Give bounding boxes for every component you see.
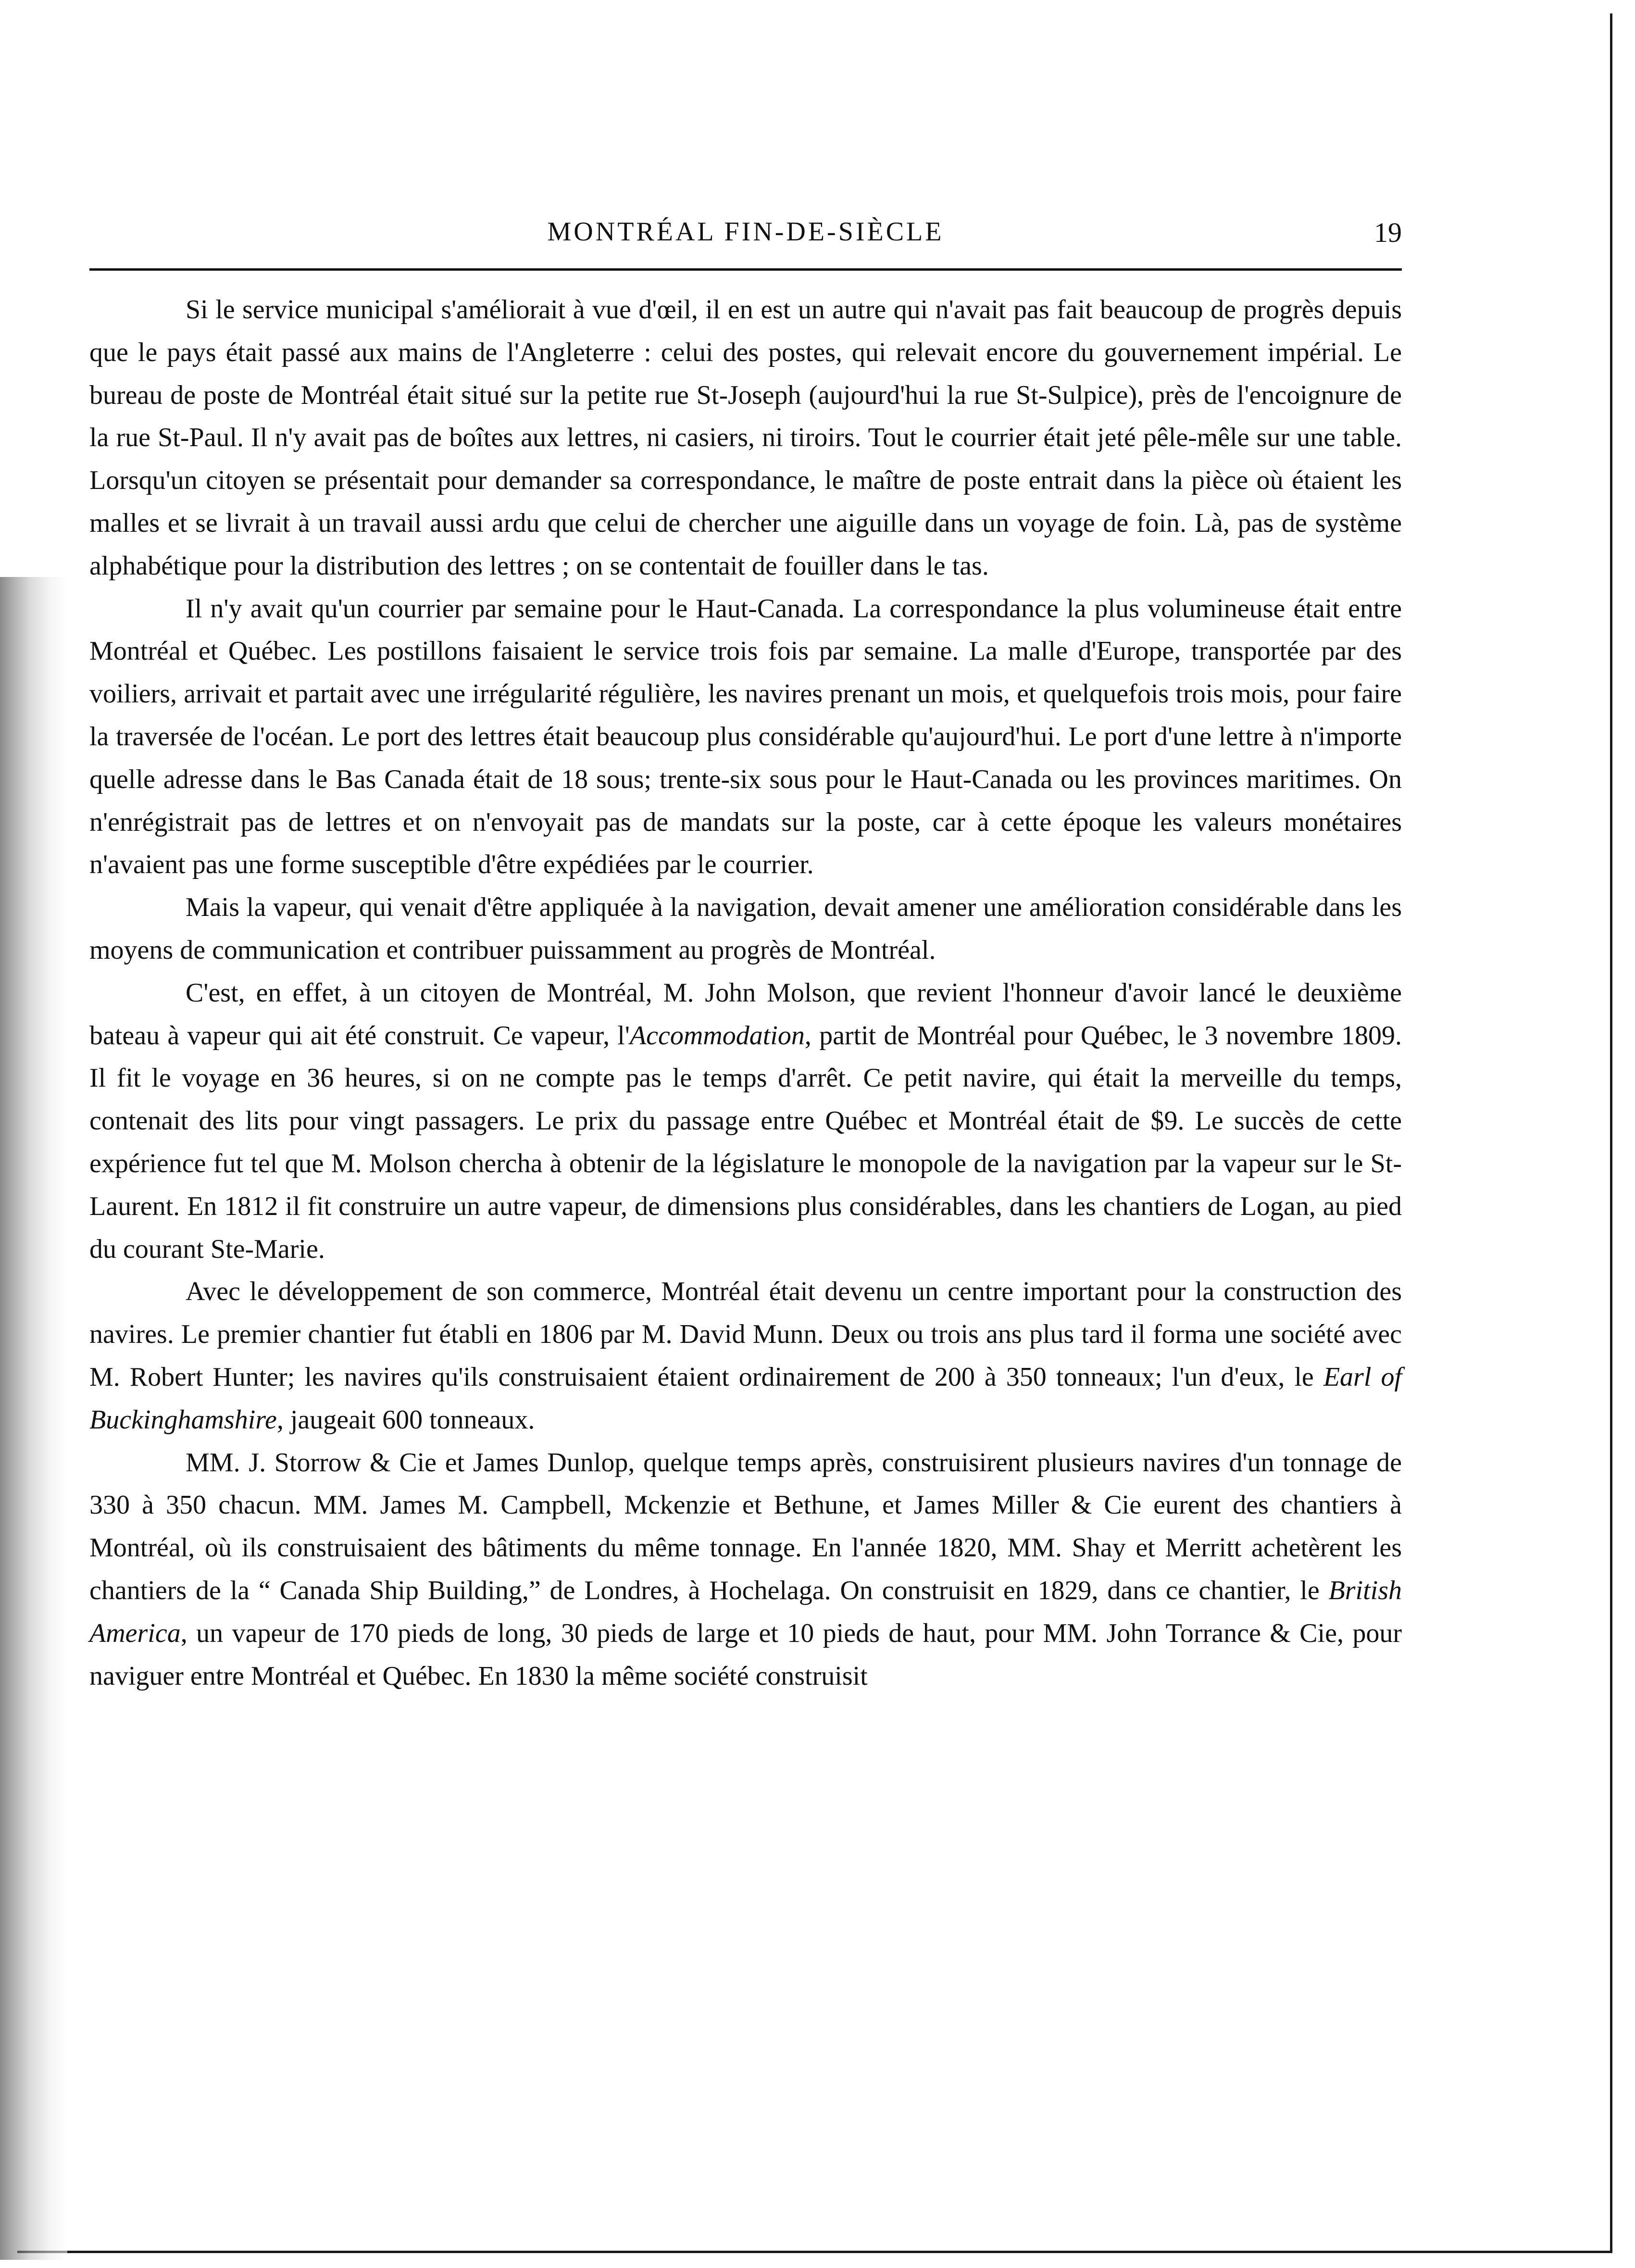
paragraph-text: Il n'y avait qu'un courrier par semaine pour le Haut-Canada. La correspondance la plus volumineuse était entre Montréal et Québec. Les postillons faisaient le service trois fois par semaine. La malle d'Europe, transportée par des voiliers, arrivait et partait avec une irrégularité régulière, les navires prenant un mois, et quelquefois trois mois, pour faire la traversée de l'océan. Le port des lettres était beaucoup plus considérable qu'aujourd'hui. Le port d'une lettre à n'importe quelle adresse dans le Bas Canada était de 18 sous; trente-six sous pour le Haut-Canada ou les provinces maritimes. On n'enrégistrait pas de lettres et on n'envoyait pas de mandats sur la poste, car à cette époque les valeurs monétaires n'avaient pas une forme susceptible d'être expédiées par le courrier. [89,593,1402,880]
paragraph-mail-frequency [89,588,1402,887]
running-title: MONTRÉAL FIN-DE-SIÈCLE [547,217,944,247]
body-text [89,288,1402,1697]
paragraph-text: , un vapeur de 170 pieds de long, 30 pieds de large et 10 pieds de haut, pour MM. John Torrance & Cie, pour naviguer entre Montréal et Québec. En 1830 la même société construisit [89,1618,1402,1691]
paragraph-text: Avec le développement de son commerce, Montréal était devenu un centre important pour la construction des navires. Le premier chantier fut établi en 1806 par M. David Munn. Deux ou trois ans plus tard il forma une société avec M. Robert Hunter; les navires qu'ils construisaient étaient ordinairement de 200 à 350 tonneaux; l'un d'eux, le [89,1277,1402,1392]
header-rule [89,268,1402,271]
paragraph-text: , partit de Montréal pour Québec, le 3 novembre 1809. Il fit le voyage en 36 heures, si on ne compte pas le temps d'arrêt. Ce petit navire, qui était la merveille du temps, contenait des lits pour vingt passagers. Le prix du passage entre Québec et Montréal était de $9. Le succès de cette expérience fut tel que M. Molson chercha à obtenir de la législature le monopole de la navigation par la vapeur sur le St-Laurent. En 1812 il fit construire un autre vapeur, de dimensions plus considérables, dans les chantiers de Logan, au pied du courant Ste-Marie. [89,1020,1402,1264]
paragraph-text: , jaugeait 600 tonneaux. [276,1404,535,1435]
paragraph-john-molson [89,972,1402,1271]
binding-shadow [0,577,67,2260]
paragraph-steam-navigation [89,886,1402,972]
paragraph-shipbuilding [89,1270,1402,1441]
ship-name-accommodation: Accommodation [629,1020,805,1051]
paragraph-text: C'est, en effet, à un citoyen de Montréal, M. John Molson, que revient l'honneur d'avoir lancé le deuxième bateau à vapeur qui ait été construit. Ce vapeur, l' [89,977,1402,1051]
paragraph-text: MM. J. Storrow & Cie et James Dunlop, quelque temps après, construisirent plusieurs navires d'un tonnage de 330 à 350 chacun. MM. James M. Campbell, Mckenzie et Bethune, et James Miller & Cie eurent des chantiers à Montréal, où ils construisaient des bâtiments du même tonnage. En l'année 1820, MM. Shay et Merritt achetèrent les chantiers de la “ Canada Ship Building,” de Londres, à Hochelaga. On construisit en 1829, dans ce chantier, le [89,1447,1402,1605]
ship-name-earl-of-buckinghamshire: Earl of Buckinghamshire [89,1362,1402,1435]
ship-name-british-america: British America [89,1575,1402,1648]
paragraph-postal-service [89,288,1402,588]
paragraph-shipyards [89,1441,1402,1698]
page-number: 19 [1374,217,1402,248]
paragraph-text: Mais la vapeur, qui venait d'être appliquée à la navigation, devait amener une amélioration considérable dans les moyens de communication et contribuer puissamment au progrès de Montréal. [89,892,1402,965]
page-header [89,212,1402,260]
paragraph-text: Si le service municipal s'améliorait à vue d'œil, il en est un autre qui n'avait pas fait beaucoup de progrès depuis que le pays était passé aux mains de l'Angleterre : celui des postes, qui relevait encore du gouvernement impérial. Le bureau de poste de Montréal était situé sur la petite rue St-Joseph (aujourd'hui la rue St-Sulpice), près de l'encoignure de la rue St-Paul. Il n'y avait pas de boîtes aux lettres, ni casiers, ni tiroirs. Tout le courrier était jeté pêle-mêle sur une table. Lorsqu'un citoyen se présentait pour demander sa correspondance, le maître de poste entrait dans la pièce où étaient les malles et se livrait à un travail aussi ardu que celui de chercher une aiguille dans un voyage de foin. Là, pas de système alphabétique pour la distribution des lettres ; on se contentait de fouiller dans le tas. [89,295,1402,581]
